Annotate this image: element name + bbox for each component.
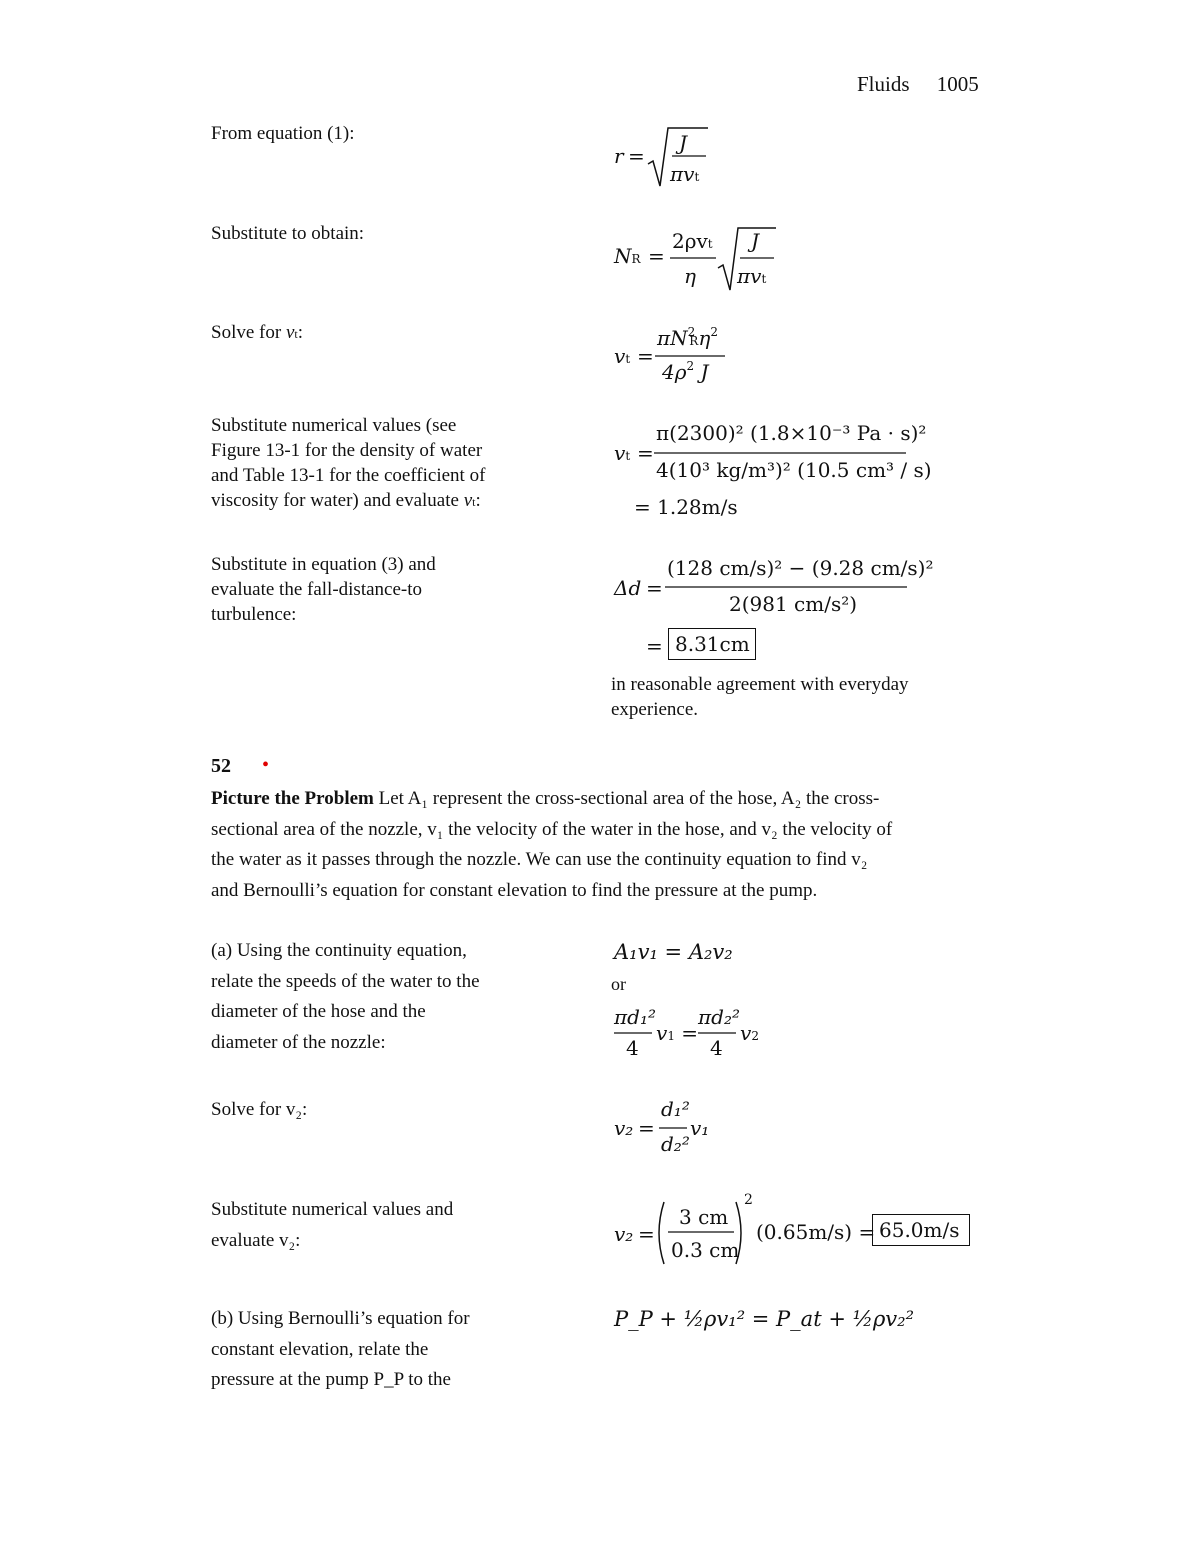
- step-label-fall-distance: Substitute in equation (3) and evaluate the fall-distance-to turbulence:: [211, 554, 436, 625]
- answer-box-v2: 65.0m/s: [872, 1214, 970, 1246]
- picture-the-problem: Picture the Problem Let A₁ represent the cross-sectional area of the hose, A₂ the cross- sectional area of the nozzle, v₁ the velocity of the water in the hose, and v₂ the velocity of the water as it passes through the nozzle. We can use the continuity equation to find v₂ and Bernoulli’s equation for constant elevation to find the pressure at the pump.: [211, 788, 893, 901]
- equation-continuity: A₁v₁ = A₂v₂: [614, 940, 733, 964]
- header-title: Fluids: [857, 72, 910, 96]
- agreement-note: in reasonable agreement with everyday experience.: [611, 674, 909, 720]
- step-label-continuity: (a) Using the continuity equation, relate the speeds of the water to the diameter of the hose and the diameter of the nozzle:: [211, 940, 480, 1053]
- step-label-evaluate-v2: Substitute numerical values and evaluate v₂:: [211, 1199, 454, 1251]
- or-text: or: [611, 974, 626, 994]
- step-label-from-equation: From equation (1):: [211, 123, 355, 144]
- page-number: 1005: [936, 72, 979, 96]
- problem-number: 52: [211, 755, 231, 777]
- step-label-bernoulli: (b) Using Bernoulli’s equation for constant elevation, relate the pressure at the pump P_P to the: [211, 1308, 470, 1390]
- step-label-substitute-numerical: Substitute numerical values (see Figure 13-1 for the density of water and Table 13-1 for the coefficient of viscosity for water) and evaluate vt:: [211, 415, 486, 511]
- answer-box-distance: 8.31cm: [668, 628, 756, 660]
- equation-bernoulli: P_P + ½ρv₁² = P_at + ½ρv₂²: [614, 1307, 914, 1331]
- difficulty-dot: •: [262, 754, 270, 776]
- step-label-substitute: Substitute to obtain:: [211, 223, 365, 244]
- running-header: [857, 72, 979, 97]
- step-label-solve-vt: Solve for vt:: [211, 322, 303, 343]
- step-label-solve-v2: Solve for v₂:: [211, 1099, 308, 1120]
